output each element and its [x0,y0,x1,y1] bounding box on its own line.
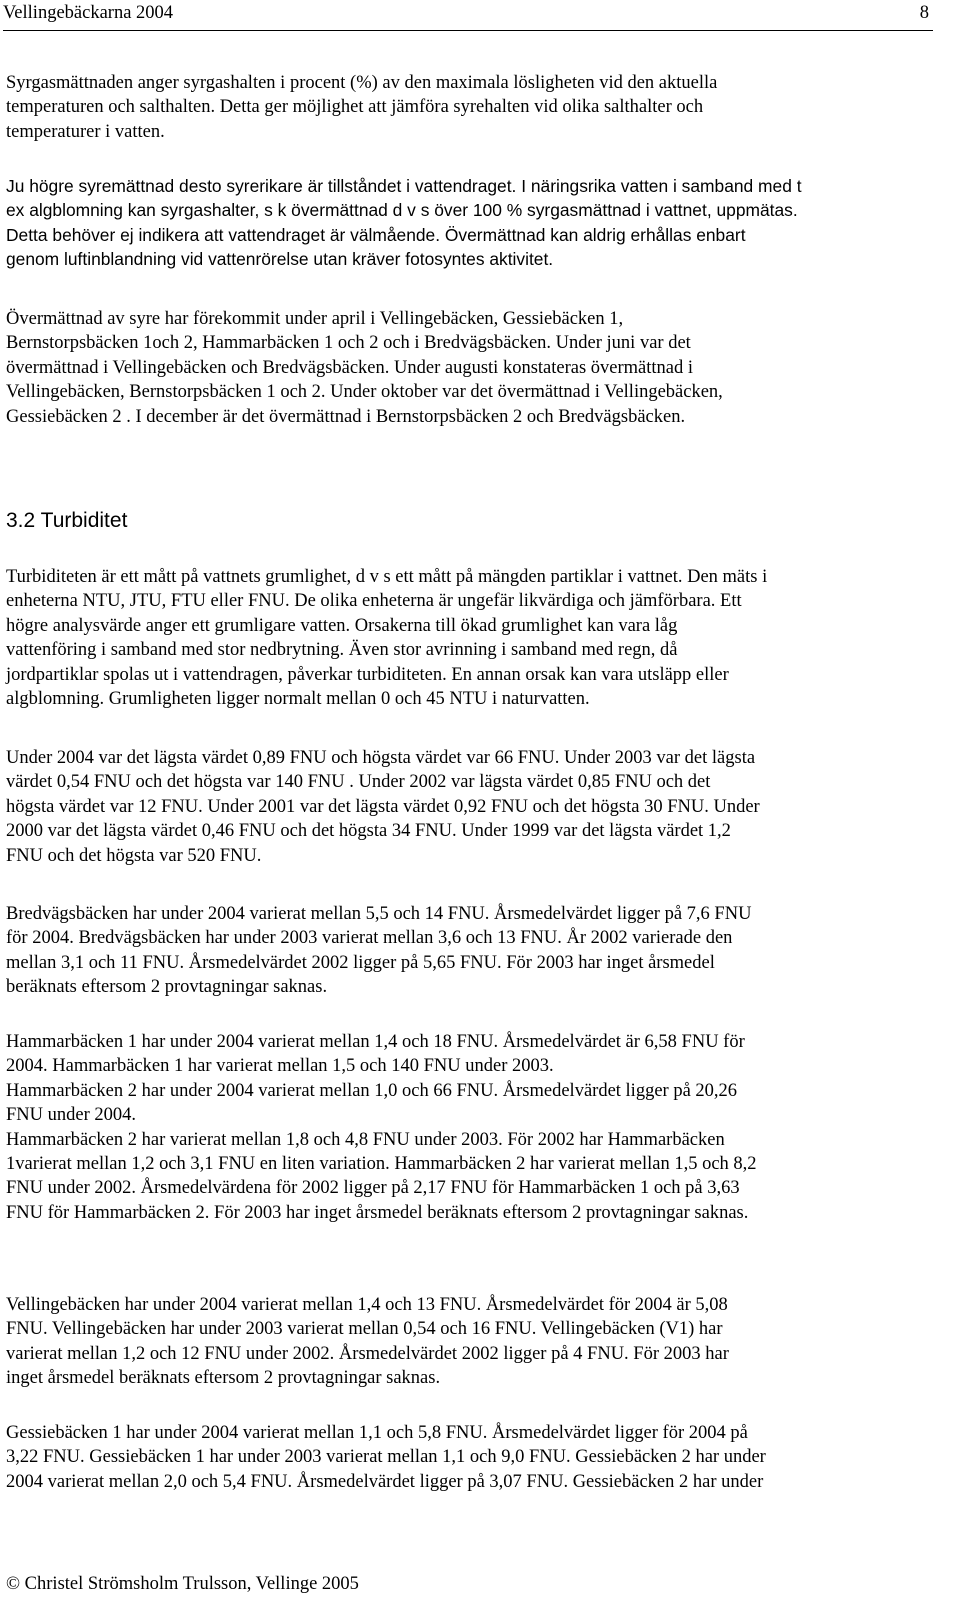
page-header [3,0,933,31]
text-line: temperaturen och salthalten. Detta ger möjlighet att jämföra syrehalten vid olika salthalter och [6,97,704,118]
text-line: FNU under 2002. Årsmedelvärdena för 2002 ligger på 2,17 FNU för Hammarbäcken 1 och på 3,63 [6,1178,740,1199]
text-line: Övermättnad av syre har förekommit under april i Vellingebäcken, Gessiebäcken 1, [6,309,624,329]
text-line: jordpartiklar spolas ut i vattendragen, påverkar turbiditeten. En annan orsak kan vara utsläpp eller [6,664,729,685]
text-line: 2004. Hammarbäcken 1 har varierat mellan 1,5 och 140 FNU under 2003. [6,1056,554,1077]
text-line: beräknats eftersom 2 provtagningar saknas. [6,977,328,998]
text-line: inget årsmedel beräknats eftersom 2 provtagningar saknas. [6,1368,441,1389]
text-line: FNU för Hammarbäcken 2. För 2003 har inget årsmedel beräknats eftersom 2 provtagningar saknas. [6,1202,749,1223]
paragraph-hammarbacken [6,1030,938,1225]
text-line: varierat mellan 1,2 och 12 FNU under 2002. Årsmedelvärdet 2002 ligger på 4 FNU. För 2003 har [6,1343,729,1364]
text-line: högre analysvärde anger ett grumligare vatten. Orsakerna till ökad grumlighet kan vara låg [6,615,678,636]
paragraph-syrgasmattnad-definition [6,71,938,144]
text-line: FNU och det högsta var 520 FNU. [6,845,262,866]
text-line: mellan 3,1 och 11 FNU. Årsmedelvärdet 2002 ligger på 5,65 FNU. För 2003 har inget årsmedel [6,952,715,973]
section-heading: 3.2 Turbiditet [6,509,128,532]
text-line: Hammarbäcken 2 har under 2004 varierat mellan 1,0 och 66 FNU. Årsmedelvärdet ligger på 20,26 [6,1080,738,1101]
paragraph-yearly-values [6,746,938,868]
text-line: algblomning. Grumligheten ligger normalt mellan 0 och 45 NTU i naturvatten. [6,689,590,710]
text-line: Vellingebäcken, Bernstorpsbäcken 1 och 2. Under oktober var det övermättnad i Vellingebäcken, [6,382,723,403]
text-line: 2004 varierat mellan 2,0 och 5,4 FNU. Årsmedelvärdet ligger på 3,07 FNU. Gessiebäcken 2 har under [6,1471,764,1492]
text-line: Detta behöver ej indikera att vattendraget är välmående. Övermättnad kan aldrig erhållas enbart [6,224,746,245]
text-line: Hammarbäcken 2 har varierat mellan 1,8 och 4,8 FNU under 2003. För 2002 har Hammarbäcken [6,1129,725,1150]
text-line: Syrgasmättnaden anger syrgashalten i procent (%) av den maximala lösligheten vid den aktuella [6,73,718,93]
text-line: Turbiditeten är ett mått på vattnets grumlighet, d v s ett mått på mängden partiklar i vattnet. Den mäts i [6,567,768,587]
text-line: Ju högre syremättnad desto syrerikare är tillståndet i vattendraget. I näringsrika vatten i samband med t [6,176,802,196]
text-line: Bernstorpsbäcken 1och 2, Hammarbäcken 1 och 2 och i Bredvägsbäcken. Under juni var det [6,333,691,354]
text-line: för 2004. Bredvägsbäcken har under 2003 varierat mellan 3,6 och 13 FNU. År 2002 varierade den [6,928,733,949]
text-line: temperaturer i vatten. [6,121,165,142]
page-number: 8 [919,3,929,23]
text-line: Gessiebäcken 1 har under 2004 varierat mellan 1,1 och 5,8 FNU. Årsmedelvärdet ligger för 2004 på [6,1423,748,1443]
text-line: Gessiebäcken 2 . I december är det övermättnad i Bernstorpsbäcken 2 och Bredvägsbäcken. [6,406,686,427]
text-line: Hammarbäcken 1 har under 2004 varierat mellan 1,4 och 18 FNU. Årsmedelvärdet är 6,58 FNU för [6,1032,745,1052]
paragraph-bredvagsbacken [6,902,938,1000]
text-line: 1varierat mellan 1,2 och 3,1 FNU en liten variation. Hammarbäcken 2 har varierat mellan 1,5 och 8,2 [6,1154,757,1175]
text-line: högsta värdet var 12 FNU. Under 2001 var det lägsta värdet 0,92 FNU och det högsta 30 FNU. Under [6,796,760,817]
text-line: värdet 0,54 FNU och det högsta var 140 FNU . Under 2002 var lägsta värdet 0,85 FNU och det [6,772,711,793]
text-line: Bredvägsbäcken har under 2004 varierat mellan 5,5 och 14 FNU. Årsmedelvärdet ligger på 7,6 FNU [6,904,752,924]
paragraph-vellingebacken [6,1293,938,1391]
text-line: vattenföring i samband med stor nedbrytning. Även stor avrinning i samband med regn, då [6,640,678,661]
text-line: genom luftinblandning vid vattenrörelse utan kräver fotosyntes aktivitet. [6,249,554,270]
text-line: övermättnad i Vellingebäcken och Bredvägsbäcken. Under augusti konstateras övermättnad i [6,357,694,378]
paragraph-turbiditet-definition [6,565,938,711]
text-line: FNU. Vellingebäcken har under 2003 varierat mellan 0,54 och 16 FNU. Vellingebäcken (V1) har [6,1319,723,1340]
paragraph-gessiebacken [6,1421,938,1494]
paragraph-syremattnad [6,174,938,272]
text-line: FNU under 2004. [6,1105,137,1126]
text-line: enheterna NTU, JTU, FTU eller FNU. De olika enheterna är ungefär likvärdiga och jämförbara. Ett [6,591,742,612]
paragraph-overmattnad [6,307,938,429]
page-footer: © Christel Strömsholm Trulsson, Vellinge 2005 [6,1574,359,1594]
text-line: Under 2004 var det lägsta värdet 0,89 FNU och högsta värdet var 66 FNU. Under 2003 var det lägsta [6,748,756,768]
text-line: ex algblomning kan syrgashalter, s k övermättnad d v s över 100 % syrgasmättnad i vattnet, uppmätas. [6,200,798,221]
text-line: 2000 var det lägsta värdet 0,46 FNU och det högsta 34 FNU. Under 1999 var det lägsta värdet 1,2 [6,821,731,842]
text-line: 3,22 FNU. Gessiebäcken 1 har under 2003 varierat mellan 1,1 och 9,0 FNU. Gessiebäcken 2 har under [6,1447,766,1468]
text-line: Vellingebäcken har under 2004 varierat mellan 1,4 och 13 FNU. Årsmedelvärdet för 2004 är 5,08 [6,1295,728,1315]
header-title: Vellingebäckarna 2004 [3,3,174,23]
